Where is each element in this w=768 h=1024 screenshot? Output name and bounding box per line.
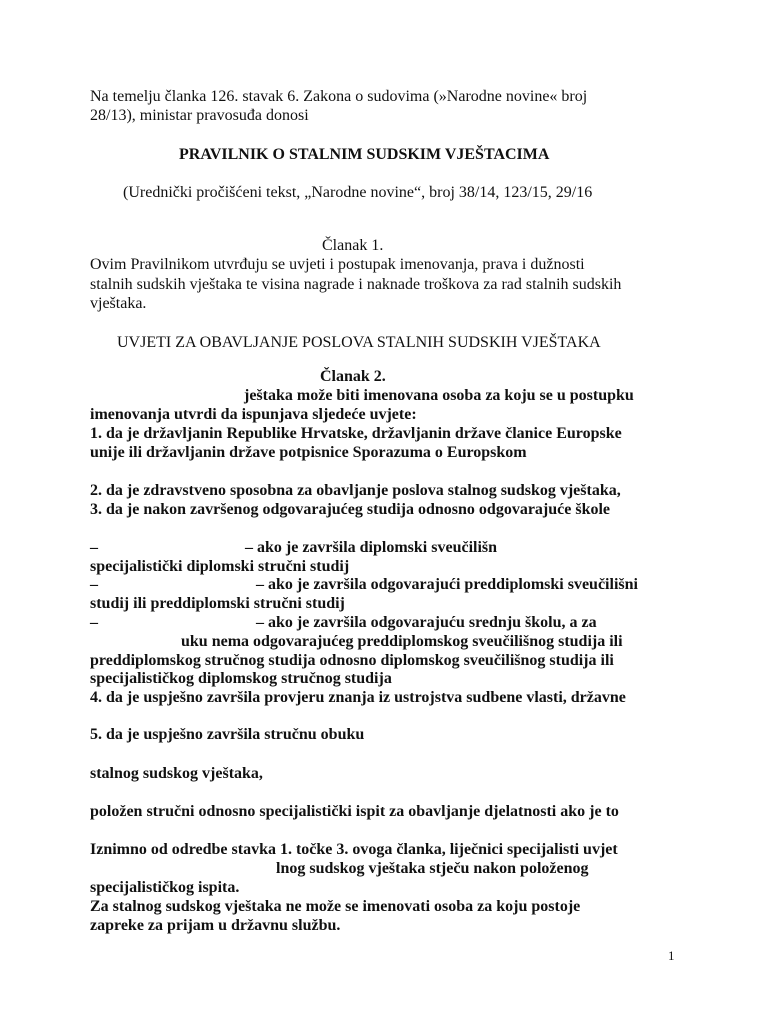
document-subtitle: (Urednički pročišćeni tekst, „Narodne novine“, broj 38/14, 123/15, 29/16 — [123, 184, 593, 201]
article-2-line: lnog sudskog vještaka stječu nakon položenog — [276, 860, 589, 877]
article-2-line: položen stručni odnosno specijalistički ispit za obavljanje djelatnosti ako je to — [90, 803, 619, 820]
article-2-line: 3. da je nakon završenog odgovarajućeg studija odnosno odgovarajuće škole — [90, 501, 611, 518]
intro-line: 28/13), ministar pravosuđa donosi — [90, 107, 309, 124]
section-heading: UVJETI ZA OBAVLJANJE POSLOVA STALNIH SUDSKIH VJEŠTAKA — [117, 334, 601, 351]
article-2-dash: – — [90, 539, 98, 556]
article-2-line: studij ili preddiplomski stručni studij — [90, 595, 345, 612]
article-2-heading: Članak 2. — [320, 368, 386, 385]
article-2-dash: – — [90, 576, 98, 593]
article-2-line: uku nema odgovarajućeg preddiplomskog sveučilišnog studija ili — [181, 633, 623, 650]
article-2-line: zapreke za prijam u državnu službu. — [90, 917, 341, 934]
article-1-line: Ovim Pravilnikom utvrđuju se uvjeti i postupak imenovanja, prava i dužnosti — [90, 256, 585, 273]
article-2-line: 4. da je uspješno završila provjeru znanja iz ustrojstva sudbene vlasti, državne — [90, 689, 626, 706]
article-2-line: Iznimno od odredbe stavka 1. točke 3. ovoga članka, liječnici specijalisti uvjet — [90, 841, 618, 858]
article-2-line: – ako je završila odgovarajući preddiplomski sveučilišni — [256, 576, 638, 593]
document-title: PRAVILNIK O STALNIM SUDSKIM VJEŠTACIMA — [179, 146, 550, 163]
article-2-line: ještaka može biti imenovana osoba za koju se u postupku — [244, 387, 634, 404]
intro-line: Na temelju članka 126. stavak 6. Zakona o sudovima (»Narodne novine« broj — [90, 88, 588, 105]
article-2-line: specijalističkog ispita. — [90, 879, 240, 896]
article-1-line: vještaka. — [90, 295, 147, 312]
article-2-line: – ako je završila diplomski sveučilišn — [245, 539, 498, 556]
article-2-line: 2. da je zdravstveno sposobna za obavljanje poslova stalnog sudskog vještaka, — [90, 482, 621, 499]
page-number: 1 — [668, 948, 675, 963]
article-1-heading: Članak 1. — [322, 237, 384, 254]
article-2-line: stalnog sudskog vještaka, — [90, 765, 263, 782]
article-2-line: Za stalnog sudskog vještaka ne može se imenovati osoba za koju postoje — [90, 898, 581, 915]
article-2-line: 5. da je uspješno završila stručnu obuku — [90, 726, 365, 743]
article-2-line: – ako je završila odgovarajuću srednju školu, a za — [256, 614, 597, 631]
article-1-line: stalnih sudskih vještaka te visina nagrade i naknade troškova za rad stalnih sudskih — [90, 276, 622, 293]
article-2-line: 1. da je državljanin Republike Hrvatske, državljanin države članice Europske — [90, 425, 622, 442]
article-2-line: imenovanja utvrdi da ispunjava sljedeće uvjete: — [90, 406, 417, 423]
article-2-line: specijalistički diplomski stručni studij — [90, 558, 350, 575]
article-2-line: unije ili državljanin države potpisnice Sporazuma o Europskom — [90, 444, 527, 461]
article-2-line: preddiplomskog stručnog studija odnosno diplomskog sveučilišnog studija ili — [90, 652, 614, 669]
article-2-dash: – — [90, 614, 98, 631]
article-2-line: specijalističkog diplomskog stručnog studija — [90, 670, 392, 687]
